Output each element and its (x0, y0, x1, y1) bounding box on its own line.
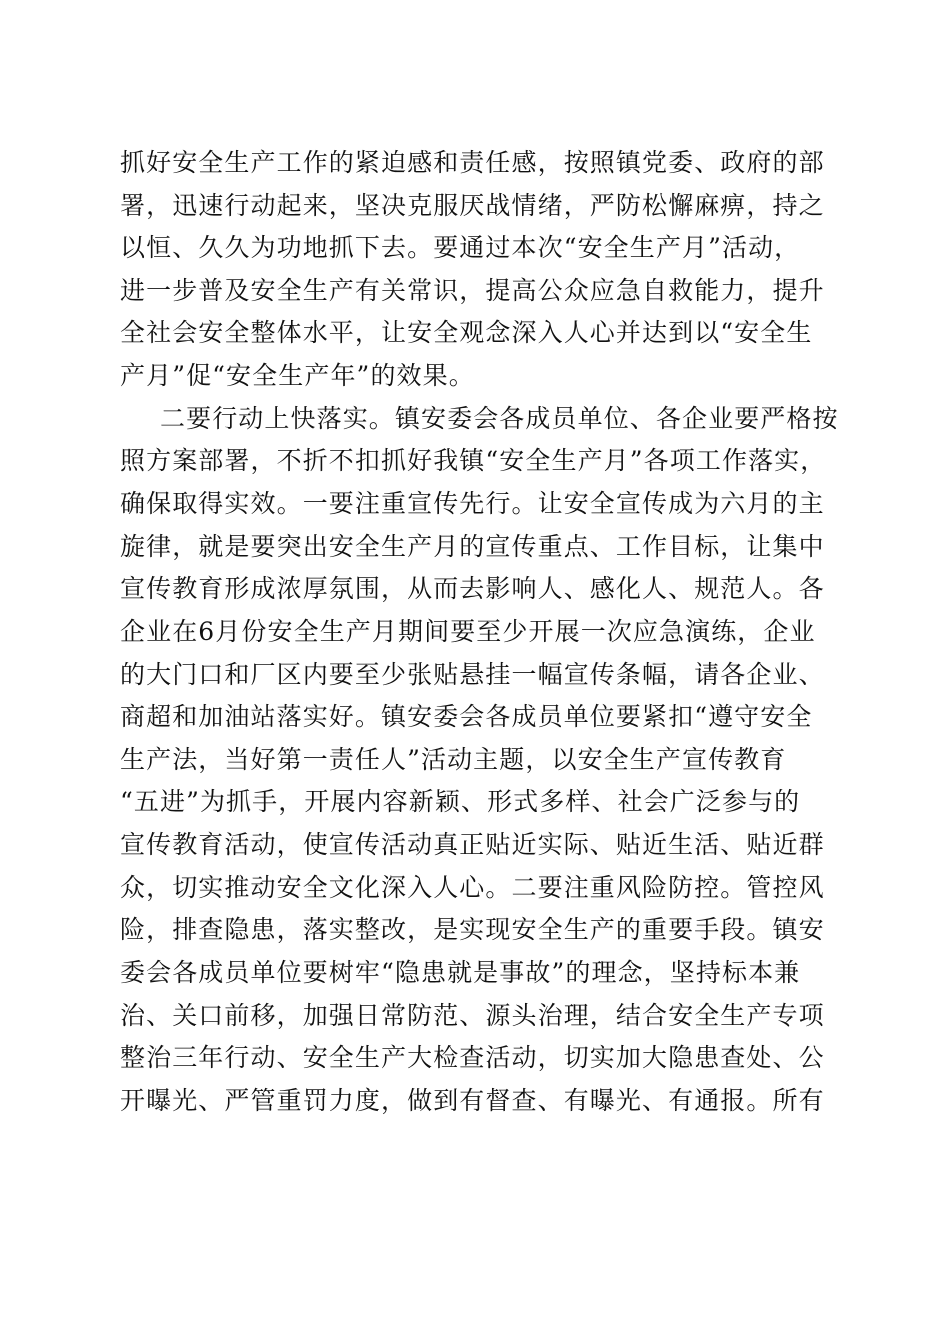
text-line: 署，迅速行动起来，坚决克服厌战情绪，严防松懈麻痹，持之 (120, 191, 825, 220)
text-line: 宣传教育活动，使宣传活动真正贴近实际、贴近生活、贴近群 (120, 830, 825, 859)
text-line: 治、关口前移，加强日常防范、源头治理，结合安全生产专项 (120, 1001, 825, 1030)
text-line: 委会各成员单位要树牢“隐患就是事故”的理念，坚持标本兼 (120, 958, 801, 987)
text-line: 确保取得实效。一要注重宣传先行。让安全宣传成为六月的主 (120, 489, 825, 518)
text-line: “五进”为抓手，开展内容新颖、形式多样、社会广泛参与的 (120, 787, 801, 816)
text-line: 产月”促“安全生产年”的效果。 (120, 361, 475, 390)
text-line: 进一步普及安全生产有关常识，提高公众应急自救能力，提升 (120, 276, 825, 305)
text-line: 照方案部署，不折不扣抓好我镇“安全生产月”各项工作落实， (120, 446, 827, 475)
text-line: 整治三年行动、安全生产大检查活动，切实加大隐患查处、公 (120, 1043, 825, 1072)
text-line: 宣传教育形成浓厚氛围，从而去影响人、感化人、规范人。各 (120, 574, 825, 603)
text-line: 全社会安全整体水平，让安全观念深入人心并达到以“安全生 (120, 318, 813, 347)
text-line: 的大门口和厂区内要至少张贴悬挂一幅宣传条幅，请各企业、 (120, 660, 825, 689)
text-line: 开曝光、严管重罚力度，做到有督查、有曝光、有通报。所有 (120, 1086, 825, 1115)
text-line: 险，排查隐患，落实整改，是实现安全生产的重要手段。镇安 (120, 915, 825, 944)
text-line: 二要行动上快落实。镇安委会各成员单位、各企业要严格按 (160, 404, 839, 433)
text-line: 商超和加油站落实好。镇安委会各成员单位要紧扣“遵守安全 (120, 702, 813, 731)
text-line: 众，切实推动安全文化深入人心。二要注重风险防控。管控风 (120, 873, 825, 902)
text-line: 以恒、久久为功地抓下去。要通过本次“安全生产月”活动， (120, 233, 801, 262)
text-line: 生产法，当好第一责任人”活动主题，以安全生产宣传教育 (120, 745, 787, 774)
text-line: 抓好安全生产工作的紧迫感和责任感，按照镇党委、政府的部 (120, 148, 825, 177)
text-line: 旋律，就是要突出安全生产月的宣传重点、工作目标，让集中 (120, 532, 825, 561)
text-line: 企业在6月份安全生产月期间要至少开展一次应急演练，企业 (120, 617, 816, 646)
